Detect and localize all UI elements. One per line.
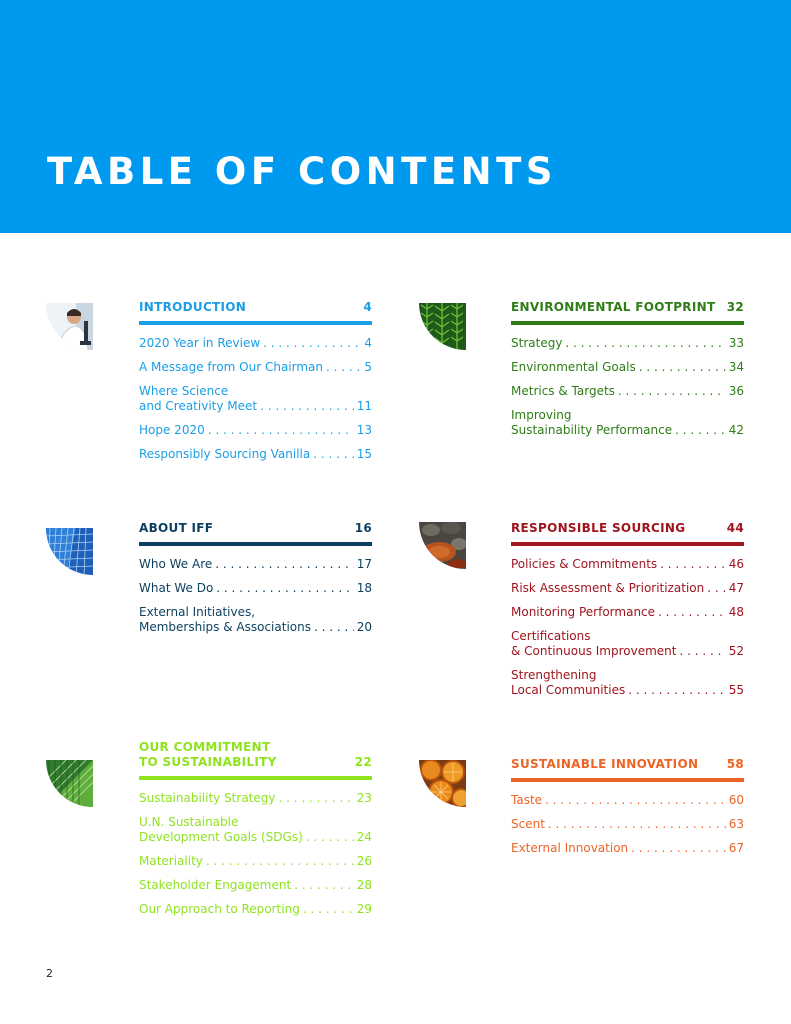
dot-leader [326,360,361,375]
green-leaf-image [46,760,93,807]
toc-entry-page: 24 [356,830,372,844]
section-page-number: 32 [726,300,744,314]
toc-entry-label: Where Science and Creativity Meet [139,384,258,413]
toc-entry-page: 13 [356,423,372,437]
dot-leader [303,902,354,917]
toc-entry-page: 33 [728,336,744,350]
section-title: INTRODUCTION [139,300,247,314]
section-page-number: 4 [363,300,372,314]
section-heading[interactable] [511,300,744,325]
section-page-number: 22 [354,755,372,769]
dot-leader [263,336,361,351]
toc-entry-label: What We Do [139,581,214,595]
dot-leader [660,557,726,572]
toc-entry-page: 15 [356,447,372,461]
toc-entry-label: Our Approach to Reporting [139,902,300,916]
section-title: SUSTAINABLE INNOVATION [511,757,699,771]
toc-entry-label: Monitoring Performance [511,605,656,619]
section-heading[interactable] [511,757,744,782]
toc-entry-label: Strengthening Local Communities [511,668,626,697]
title-banner [0,0,791,233]
section-page-number: 44 [726,521,744,535]
dot-leader [215,557,353,572]
section-about-iff [139,521,372,644]
toc-entry-page: 55 [728,683,744,697]
toc-entry[interactable] [511,384,744,399]
toc-entry-page: 4 [364,336,372,350]
section-sustainable-innovation [511,757,744,865]
toc-entry[interactable] [511,581,744,596]
section-page-number: 58 [726,757,744,771]
section-heading[interactable] [139,300,372,325]
toc-entry-page: 63 [728,817,744,831]
toc-entry-label: Certifications & Continuous Improvement [511,629,677,658]
toc-entry-page: 36 [728,384,744,398]
dot-leader [208,423,354,438]
toc-entry[interactable] [511,605,744,620]
toc-entry-label: Taste [511,793,543,807]
dried-oranges-image [419,760,466,807]
toc-entry-page: 17 [356,557,372,571]
toc-entry[interactable] [511,817,744,832]
toc-entry[interactable] [139,557,372,572]
toc-entry-page: 20 [356,620,372,634]
toc-entry-label: Risk Assessment & Prioritization [511,581,705,595]
toc-entry[interactable] [139,336,372,351]
dot-leader [618,384,726,399]
toc-entry-label: Strategy [511,336,563,350]
toc-entry-page: 60 [728,793,744,807]
toc-entry-page: 26 [356,854,372,868]
toc-entry-page: 11 [356,399,372,413]
toc-entry-label: Hope 2020 [139,423,205,437]
section-title: ABOUT IFF [139,521,214,535]
dot-leader [658,605,726,620]
toc-entry[interactable] [511,841,744,856]
toc-entry-label: Metrics & Targets [511,384,615,398]
dot-leader [545,793,726,808]
section-introduction [139,300,372,471]
dot-leader [631,841,726,856]
toc-entry-label: Policies & Commitments [511,557,658,571]
section-page-number: 16 [354,521,372,535]
toc-entry[interactable] [511,668,744,698]
toc-entry-label: Environmental Goals [511,360,636,374]
dot-leader [294,878,354,893]
toc-entry-page: 67 [728,841,744,855]
scientist-microscope-image [46,303,93,350]
toc-entry-page: 18 [356,581,372,595]
dot-leader [278,791,353,806]
toc-entry-label: External Initiatives, Memberships & Associations [139,605,311,634]
dot-leader [680,644,726,659]
toc-entry-label: Scent [511,817,545,831]
section-title: RESPONSIBLE SOURCING [511,521,686,535]
toc-entry[interactable] [511,629,744,659]
toc-entry-page: 34 [728,360,744,374]
dot-leader [206,854,354,869]
toc-entry-page: 42 [728,423,744,437]
pine-needles-image [419,303,466,350]
toc-entry-label: Sustainability Strategy [139,791,276,805]
toc-entry[interactable] [139,423,372,438]
toc-entry[interactable] [139,791,372,806]
toc-entry[interactable] [511,360,744,375]
toc-entry-label: Who We Are [139,557,213,571]
toc-entry-page: 47 [728,581,744,595]
section-responsible-sourcing [511,521,744,707]
toc-entry-label: U.N. Sustainable Development Goals (SDGs) [139,815,303,844]
toc-entry-page: 46 [728,557,744,571]
toc-entry[interactable] [139,854,372,869]
dot-leader [707,581,725,596]
toc-entry-label: 2020 Year in Review [139,336,261,350]
glass-building-image [46,528,93,575]
toc-entry-label: Materiality [139,854,203,868]
toc-entry[interactable] [139,581,372,596]
dot-leader [639,360,726,375]
spices-image [419,522,466,569]
toc-entry-page: 52 [728,644,744,658]
section-title: ENVIRONMENTAL FOOTPRINT [511,300,716,314]
toc-entry[interactable] [139,605,372,635]
toc-entry-page: 28 [356,878,372,892]
toc-entry[interactable] [511,336,744,351]
toc-entry[interactable] [139,360,372,375]
toc-entry-page: 5 [364,360,372,374]
dot-leader [548,817,726,832]
toc-entry-label: Improving Sustainability Performance [511,408,673,437]
toc-entry[interactable] [139,902,372,917]
toc-entry-page: 23 [356,791,372,805]
dot-leader [628,683,725,698]
section-our-commitment [139,740,372,926]
section-heading[interactable] [139,521,372,546]
dot-leader [565,336,725,351]
dot-leader [314,620,354,635]
section-title: OUR COMMITMENT TO SUSTAINABILITY [139,740,277,769]
toc-entry[interactable] [139,815,372,845]
dot-leader [306,830,354,845]
toc-entry-label: Responsibly Sourcing Vanilla [139,447,311,461]
toc-entry[interactable] [139,384,372,414]
toc-entry-page: 29 [356,902,372,916]
toc-entry[interactable] [511,557,744,572]
section-heading[interactable] [139,740,372,780]
dot-leader [260,399,354,414]
toc-entry-label: A Message from Our Chairman [139,360,324,374]
dot-leader [675,423,726,438]
toc-entry-label: Stakeholder Engagement [139,878,292,892]
toc-entry[interactable] [139,447,372,462]
section-heading[interactable] [511,521,744,546]
section-environmental-footprint [511,300,744,447]
toc-entry[interactable] [511,793,744,808]
dot-leader [216,581,353,596]
toc-entry-page: 48 [728,605,744,619]
page-title: TABLE OF CONTENTS [47,150,557,193]
toc-entry[interactable] [511,408,744,438]
toc-entry[interactable] [139,878,372,893]
dot-leader [313,447,353,462]
page-number: 2 [46,967,53,980]
toc-entry-label: External Innovation [511,841,629,855]
